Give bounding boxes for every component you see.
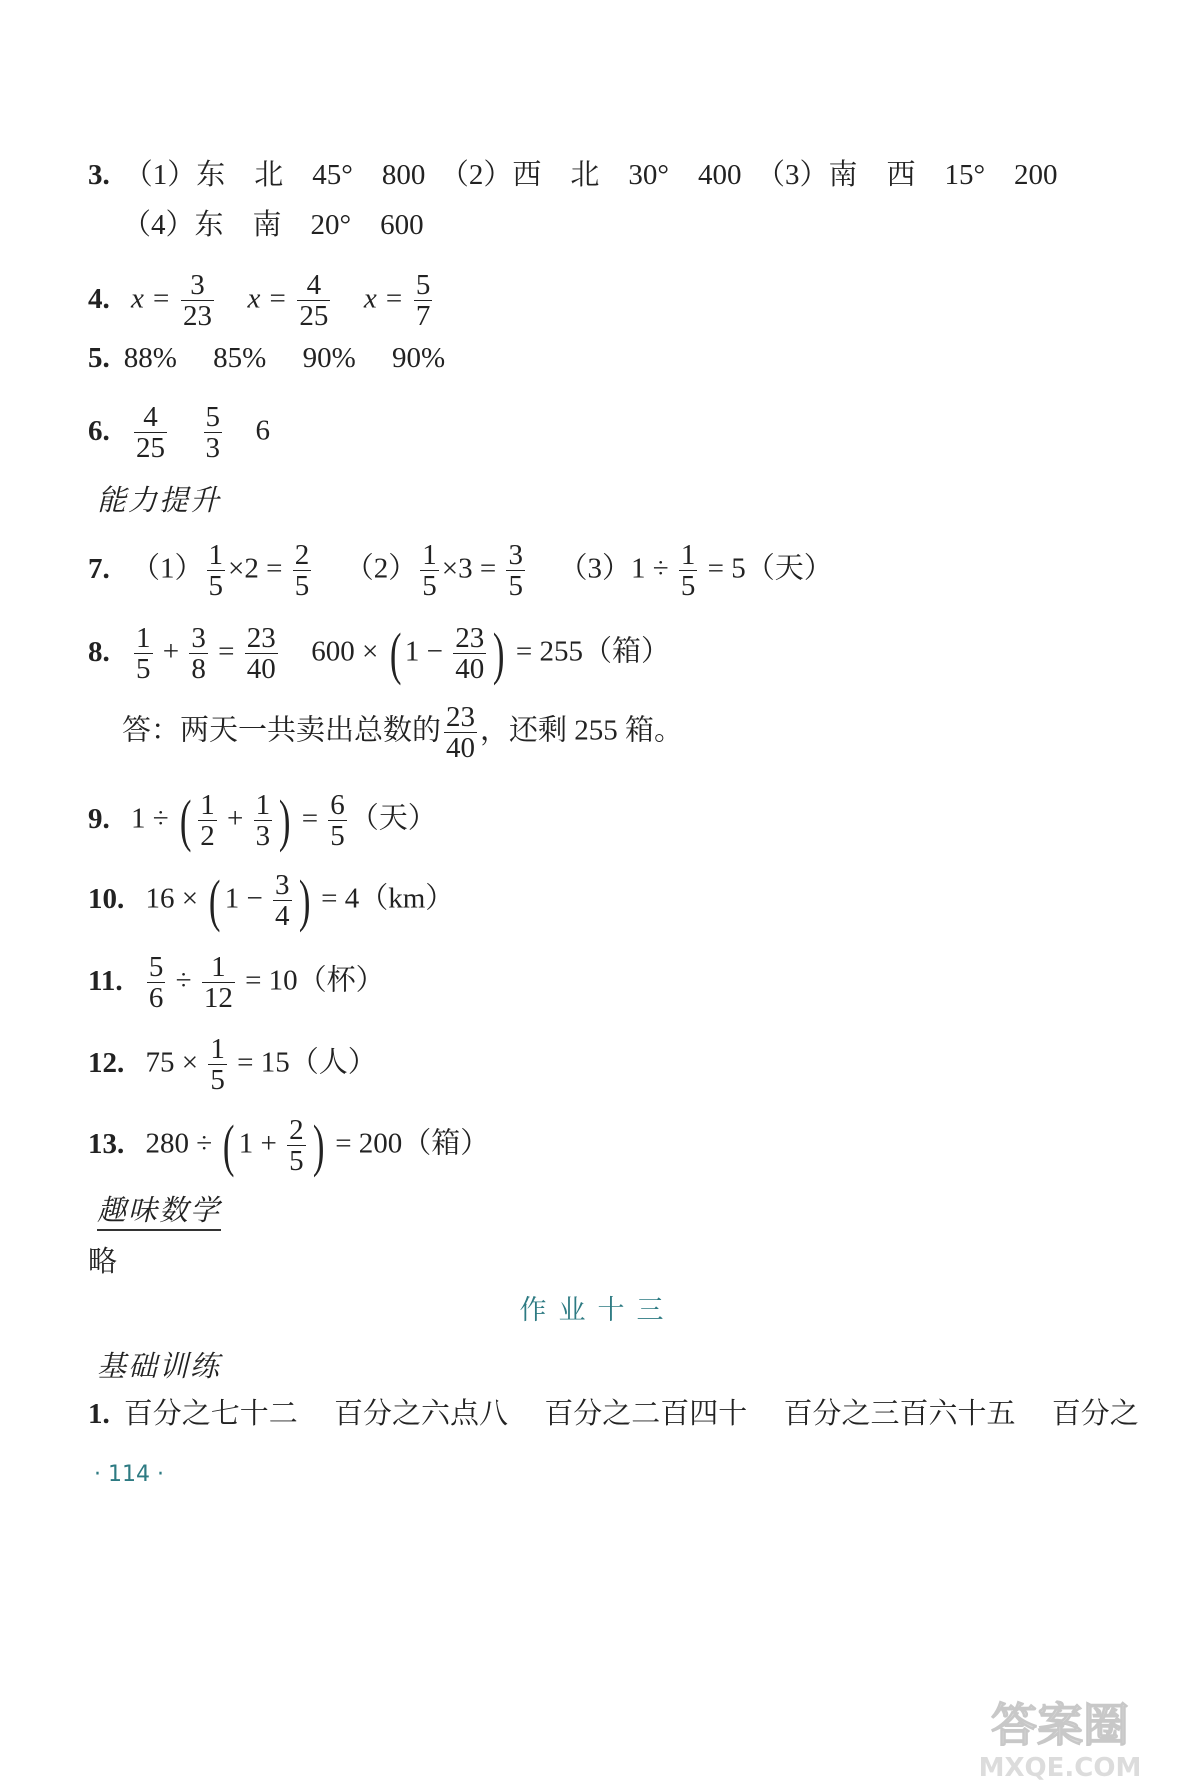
q11-div: ÷ (175, 964, 192, 997)
q9-frac-6-5: $\frac{6}{5}$ (330, 789, 345, 853)
q8-one-minus: 1 − (404, 635, 444, 668)
q7-frac-2-5: $\frac{2}{5}$ (294, 539, 310, 603)
q4 (88, 270, 435, 332)
q13-frac-2-5: $\frac{2}{5}$ (289, 1114, 304, 1178)
q8-answer (122, 702, 683, 764)
q4-frac1: $\frac{3}{23}$ (182, 269, 212, 333)
basic-q1-number: 1. (88, 1398, 110, 1430)
q11-frac-1-12: $\frac{1}{12}$ (203, 951, 233, 1015)
q9-frac-1-3: $\frac{1}{3}$ (255, 789, 271, 853)
q9-eq: = (301, 802, 319, 835)
q5 (88, 338, 445, 378)
section-fun-math-heading (97, 1188, 221, 1229)
q5-text: 88% 85% 90% 90% (123, 342, 446, 374)
q3-line2: （4）东 南 20° 600 (122, 209, 424, 241)
q8-frac-3-8: $\frac{3}{8}$ (191, 622, 206, 686)
watermark-logo-graphic (935, 1686, 1185, 1786)
q8-frac-1-5: $\frac{1}{5}$ (136, 622, 151, 686)
q7-part2-label: （2） (344, 552, 418, 585)
q10-one-minus: 1 − (224, 882, 263, 915)
q7-number: 7. (88, 552, 110, 585)
q6-number: 6. (88, 414, 110, 447)
svg-text:MXQE.COM: MXQE.COM (978, 1753, 1142, 1783)
q10-frac-3-4: $\frac{3}{4}$ (275, 869, 290, 933)
q11-frac-5-6: $\frac{5}{6}$ (148, 951, 164, 1015)
assignment-heading: 作业十三 (519, 1295, 676, 1326)
q11-number: 11. (88, 964, 123, 997)
q13-pre: 280 ÷ (145, 1127, 213, 1160)
q10-pre: 16 × (145, 882, 199, 915)
q9-plus: + (227, 802, 244, 835)
q7-frac-1-5-c: $\frac{1}{5}$ (680, 539, 696, 603)
q10: 10. 16 × ( 1 − $\frac{3}{4}$ ) = 4（km） (88, 867, 455, 933)
q8-answer-frac: $\frac{23}{40}$ (446, 701, 476, 765)
q7-frac-3-5: $\frac{3}{5}$ (508, 539, 523, 603)
q5-number: 5. (88, 342, 110, 374)
q12-frac-1-5: $\frac{1}{5}$ (210, 1033, 225, 1097)
q9-frac-1-2: $\frac{1}{2}$ (200, 789, 215, 853)
q3-number: 3. (88, 159, 110, 191)
q7-part3-result: = 5（天） (707, 552, 833, 585)
q4-frac2: $\frac{4}{25}$ (299, 269, 329, 333)
q9-unit: （天） (349, 802, 437, 835)
q6-tail: 6 (255, 414, 270, 447)
svg-text:答案圈: 答案圈 (991, 1698, 1129, 1752)
q12-result: = 15（人） (237, 1046, 377, 1079)
q3-text-1: （1）东 北 45° 800 （2）西 北 30° 400 （3）南 西 15° 200 (123, 159, 1058, 191)
q3-line1 (88, 155, 1058, 195)
q8-frac-23-40-b: $\frac{23}{40}$ (455, 622, 485, 686)
q8-frac-23-40-a: $\frac{23}{40}$ (246, 622, 276, 686)
q4-eq3-lhs: x = (363, 282, 404, 315)
q7-frac-1-5-b: $\frac{1}{5}$ (422, 539, 437, 603)
q8-result: = 255（箱） (515, 635, 670, 668)
q6-frac1: $\frac{4}{25}$ (136, 401, 165, 465)
section-basic-training-heading: 基础训练 (97, 1349, 222, 1383)
q11 (88, 952, 385, 1014)
q8-answer-pre: 答：两天一共卖出总数的 (122, 714, 442, 747)
q4-eq2-lhs: x = (247, 282, 288, 315)
q7-part3-label: （3）1 ÷ (558, 552, 669, 585)
section-fun-math-label: 趣味数学 (97, 1193, 221, 1231)
watermark-logo (935, 1686, 1185, 1786)
fun-math-answer: 略 (88, 1246, 118, 1278)
basic-q1-text: 百分之七十二 百分之六点八 百分之二百四十 百分之三百六十五 百分之 (123, 1398, 1139, 1430)
q12 (88, 1034, 377, 1096)
basic-q1 (88, 1394, 1139, 1434)
q9-number: 9. (88, 802, 110, 835)
q9-pre: 1 ÷ (131, 802, 169, 835)
q7-part1-label: （1） (131, 552, 204, 585)
q13: 13. 280 ÷ ( 1 + $\frac{2}{5}$ ) = 200（箱） (88, 1112, 490, 1178)
q11-result: = 10（杯） (245, 964, 385, 997)
q7-frac-1-5-a: $\frac{1}{5}$ (208, 539, 224, 603)
q7-part1-op: ×2 = (228, 552, 283, 585)
section-ability-heading: 能力提升 (97, 483, 222, 517)
q8-mid: 600 × (311, 635, 379, 668)
q10-number: 10. (88, 882, 125, 915)
q7-part2-op: ×3 = (441, 552, 497, 585)
q12-pre: 75 × (145, 1046, 199, 1079)
q4-eq1-lhs: x = (131, 282, 171, 315)
q8-eq: = (218, 635, 235, 668)
q13-one-plus: 1 + (238, 1127, 277, 1160)
q8-answer-post: ，还剩 255 箱。 (480, 714, 684, 747)
q6-frac2: $\frac{5}{3}$ (205, 401, 220, 465)
q8: 8. $\frac{1}{5}$ + $\frac{3}{8}$ = $\frac{23}{40}$ 600 × ( 1 − $\frac{23}{40}$ ) = 255（箱） (88, 620, 670, 686)
q4-number: 4. (88, 282, 110, 315)
q13-number: 13. (88, 1127, 125, 1160)
q8-number: 8. (88, 635, 110, 668)
q12-number: 12. (88, 1046, 125, 1079)
q8-plus: + (162, 635, 180, 668)
page-number: · 114 · (94, 1462, 164, 1487)
q13-result: = 200（箱） (335, 1127, 490, 1160)
q10-result: = 4（km） (321, 882, 455, 915)
q7 (88, 540, 833, 602)
q6 (88, 402, 270, 464)
q4-frac3: $\frac{5}{7}$ (415, 269, 431, 333)
q9: 9. 1 ÷ ( $\frac{1}{2}$ + $\frac{1}{3}$ ) = $\frac{6}{5}$ （天） (88, 787, 437, 853)
